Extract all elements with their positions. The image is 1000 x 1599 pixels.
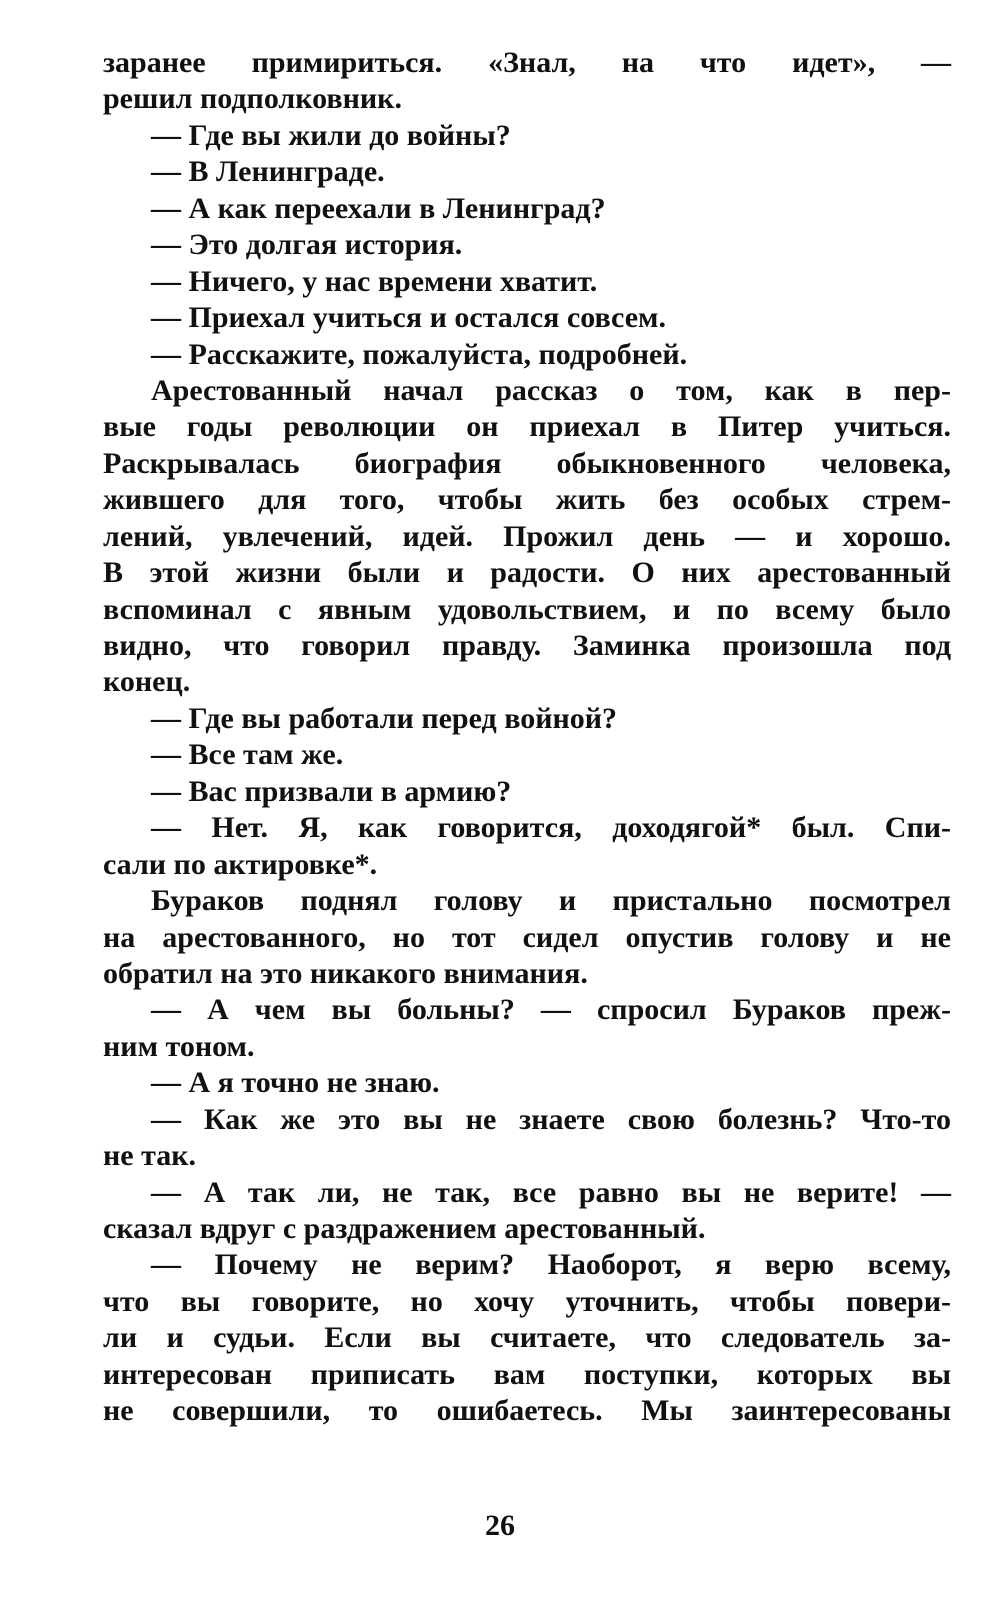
text-line: не совершили, то ошибаетесь. Мы заинтересованы <box>103 1394 951 1428</box>
text-line: на арестованного, но тот сидел опустив голову и не <box>103 920 951 954</box>
text-line: — А как переехали в Ленинград? <box>151 191 606 225</box>
text-line: — Приехал учиться и остался совсем. <box>151 301 666 335</box>
text-line: интересован приписать вам поступки, которых вы <box>103 1357 951 1391</box>
text-line: — В Ленинграде. <box>151 155 385 189</box>
text-line: заранее примириться. «Знал, на что идет», — <box>103 46 951 79</box>
text-line: — Нет. Я, как говорится, доходягой* был. Спи- <box>151 811 951 845</box>
text-line: — А так ли, не так, все равно вы не верите! — <box>151 1175 951 1209</box>
text-line: Бураков поднял голову и пристально посмотрел <box>151 884 951 918</box>
text-line: — Ничего, у нас времени хватит. <box>151 264 598 298</box>
text-line: вые годы революции он приехал в Питер учиться. <box>103 410 951 444</box>
text-line: решил подполковник. <box>103 82 402 116</box>
text-line: не так. <box>103 1139 196 1173</box>
text-line: — Где вы работали перед войной? <box>151 701 618 735</box>
body-text <box>103 45 951 1430</box>
text-line: жившего для того, чтобы жить без особых стрем- <box>103 483 951 517</box>
text-line: — Где вы жили до войны? <box>151 118 511 152</box>
text-line: ним тоном. <box>103 1029 255 1063</box>
text-line: — Вас призвали в армию? <box>151 774 512 808</box>
text-line: что вы говорите, но хочу уточнить, чтобы повери- <box>103 1284 951 1318</box>
text-line: сказал вдруг с раздражением арестованный. <box>103 1212 706 1245</box>
text-line: — Это долгая история. <box>151 228 463 262</box>
text-line: ли и судьи. Если вы считаете, что следователь за- <box>103 1321 951 1355</box>
page-number: 26 <box>485 1509 515 1542</box>
text-line: обратил на это никакого внимания. <box>103 956 588 990</box>
text-line: — А я точно не знаю. <box>151 1066 440 1100</box>
text-line: — Расскажите, пожалуйста, подробней. <box>151 337 688 371</box>
text-line: — А чем вы больны? — спросил Бураков преж- <box>151 993 951 1027</box>
text-line: Арестованный начал рассказ о том, как в пер- <box>151 373 951 407</box>
text-line: видно, что говорил правду. Заминка произошла под <box>103 629 951 662</box>
text-line: — Как же это вы не знаете свою болезнь? Что-то <box>151 1102 951 1136</box>
text-line: сали по актировке*. <box>103 847 378 881</box>
text-line: Раскрывалась биография обыкновенного человека, <box>103 446 951 480</box>
text-line: — Почему не верим? Наоборот, я верю всему, <box>151 1248 951 1282</box>
text-line: лений, увлечений, идей. Прожил день — и хорошо. <box>103 519 951 553</box>
text-line: конец. <box>103 665 191 699</box>
text-line: вспоминал с явным удовольствием, и по всему было <box>103 592 951 626</box>
text-line: — Все там же. <box>151 738 344 772</box>
text-line: В этой жизни были и радости. О них арестованный <box>103 556 951 590</box>
